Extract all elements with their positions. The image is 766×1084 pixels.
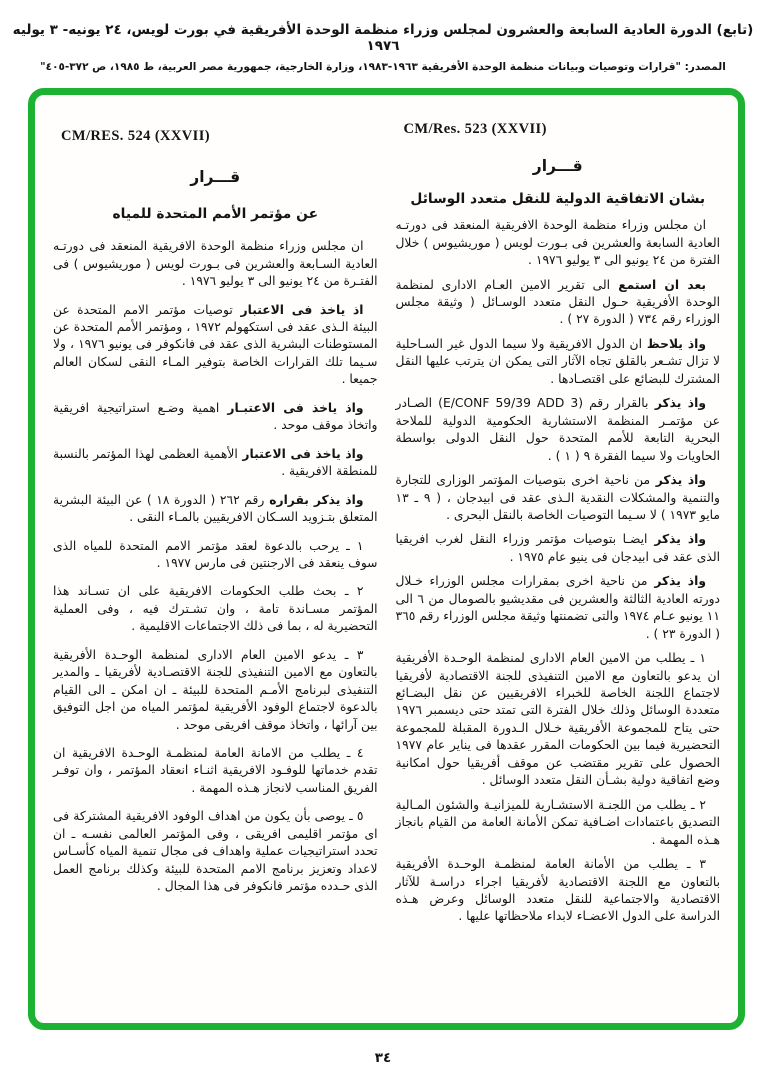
paragraph: ١ ـ يطلب من الامين العام الادارى لمنظمة الوحـدة الأفريقية ان يدعو بالتعاون مع الامين التنفيذى للجنة الاقتصادية لأفريقيا لاجتماع اللجنة الخاصة للخبراء الافريقيين عن نقل البضـائع متعددة الوسائل وذلك خلال الفترة التى تمتد حتى ديسمبر ١٩٧٦ حتى يتاح للمجموعة الأفريقية خـلال الـدورة المقبلة للمجموعة التحضيرية فيما بين الحكومات المقرر عقدها فى يناير عام ١٩٧٧ الحصول على تقرير مقتضب عن موقف أفريقيا حول امكانية وضع اتفاقية دولية بشـأن النقل متعدد الوسائل . [395,651,720,788]
source-citation: المصدر: "قرارات وتوصيات وبيانات منظمة الوحدة الأفريقية ١٩٦٣-١٩٨٣، وزارة الخارجية، جمهورية مصر العربية، ط ١٩٨٥، ص ٣٧٢-٤٠٥" [40,61,726,73]
paragraph: واذ ياخذ فى الاعتبـار اهمية وضـع استراتيجية افريقية واتخاذ موقف موحد . [53,400,378,433]
paragraph: اذ ياخذ فى الاعتبار توصيات مؤتمر الامم المتحدة عن البيئة الـذى عقد فى استكهولم ١٩٧٢ ، ومؤتمر الأمم المتحدة عن المستوطنات البشرية الذى عقد فى فانكوفر فى يونيو ١٩٧٦ ، ولا سـيما تلك القرارات الخاصة بتوفير المـاء النقى لسكان العالم جميعا . [53,302,378,387]
resolution-523-subtitle: بشان الاتفاقية الدولية للنقل متعدد الوسائل [410,190,706,207]
paragraph: ١ ـ يرحب بالدعوة لعقد مؤتمر الامم المتحدة للمياه الذى سوف ينعقد فى الارجنتين فى مارس ١٩٧٧ . [53,538,378,570]
resolution-523-reference: CM/Res. 523 (XXVII) [403,121,547,137]
resolution-524-body [53,238,378,896]
paragraph: واذ يذكر بالقرار رقم (E/CONF 59/39 ADD 3) الصـادر عن مؤتمـر المنظمة الاستشارية الحكومية الدولية للملاحة البحرية التابعة للأمم المتحدة حول النقل الدولى بواسطة الحاويات ولا سيما الفقرة ٩ ( ١ ) . [395,396,720,463]
paragraph: واذ يذكر ايضـا بتوصيات مؤتمر وزراء النقل لغرب افريقيا الذى عقد فى ابيدجان فى ينيو عام ١٩٧٥ . [395,532,720,564]
paragraph: واذ يلاحظ ان الدول الافريقية ولا سيما الدول غير السـاحلية لا تزال تشـعر بالقلق تجاه الآثار التى يمكن ان يترتب عليها النقل المشترك للبضائع على اقتصـادها . [395,336,720,386]
page-header [0,22,766,73]
page-number: ٣٤ [374,1050,392,1066]
paragraph: ٢ ـ يطلب من اللجنـة الاستشـارية للميزانيـة والشئون المـالية التصديق باعتمادات اضـافية تمكن الأمانة العامة من القيام بانجاز هـذه المهمة . [395,797,720,847]
paragraph: ٣ ـ يدعو الامين العام الادارى لمنظمة الوحـدة الأفريقية بالتعاون مع الامين التنفيذى للجنة الاقتصـادية لأفريقيا ـ والمدير التنفيذى لبرنامج الأمـم المتحدة للبيئة ـ ان امكن ـ الى القيام بالدعوة لاجتماع الوفود الأفريقية لمؤتمر المياه من اجل التوفيق بين آرائها ، واتخاذ موقف افريقى موحد . [53,647,378,732]
two-column-layout [35,95,738,934]
resolution-524-column [53,117,378,926]
paragraph: ٣ ـ يطلب من الأمانة العامة لمنظمـة الوحـدة الأفريقية بالتعاون مع اللجنة الاقتصادية لأفريقيا اجراء دراسـة للآثار الاقتصادية والاجتماعية للنقل متعدد الوسائل وعرض هـذه الدراسة على الدول الاعضـاء لابداء ملاحظاتها عليها . [395,857,720,924]
resolution-523-column [396,117,721,926]
resolution-524-subtitle: عن مؤتمر الأمم المتحدة للمياه [112,205,318,222]
paragraph: بعد ان استمع الى تقرير الامين العـام الادارى لمنظمة الوحدة الأفريقية حـول النقل متعدد الوسـائل ( وثيقة مجلس الوزراء رقم ٧٣٤ ( الدورة ٢٧ ) . [395,277,720,327]
resolution-523-body [396,217,721,926]
resolution-523-title: قـــرار [532,156,583,175]
paragraph: ٥ ـ يوصى بأن يكون من اهداف الوفود الافريقية المشتركة فى اى مؤتمر اقليمى افريقى ، وفى المؤتمر العالمى نفسـه ـ ان تحدد استراتيجيات عملية واهداف فى مجال تنمية المياه كأسـاس لاعداد وتعزيز برنامج الامم المتحدة للبيئة وكذلك برنامج العمل الذى حـدده مؤتمر فانكوفر فى هذا المجال . [53,809,378,894]
paragraph: ٤ ـ يطلب من الامانة العامة لمنظمـة الوحـدة الافريقية ان تقدم خدماتها للوفـود الافريقية اثنـاء انعقاد المؤتمر ، وان توفـر الفريق المناسب لانجاز هـذه المهمة . [53,746,378,795]
session-title: (تابع) الدورة العادية السابعة والعشرون لمجلس وزراء منظمة الوحدة الأفريقية في بورت لويس، ٢٤ يونيه- ٣ يوليه ١٩٧٦ [12,22,754,54]
paragraph: ٢ ـ بحث طلب الحكومات الافريقية على ان تسـاند هذا المؤتمر مسـاندة تامة ، وان تشـترك فيه ، وفى العملية التحضيرية له ، بما فى ذلك الاجتماعات الاقليمية . [53,584,378,634]
paragraph: واذ يذكر بقراره رقم ٢٦٢ ( الدورة ١٨ ) عن البيئة البشرية المتعلق بتـزويد السـكان الافريقيين بالمـاء النقى . [53,492,378,525]
paragraph: ان مجلس وزراء منظمة الوحدة الافريقية المنعقد فى دورتـه العادية السـابعة والعشرين فى بـورت لويس ( موريشيوس ) فى الفتـرة من ٢٤ يونيو الى ٣ يوليو ١٩٧٦ . [53,239,378,289]
resolution-524-title: قـــرار [190,167,241,186]
resolution-524-reference: CM/RES. 524 (XXVII) [61,128,210,144]
document-frame [28,88,745,1030]
paragraph: ان مجلس وزراء منظمة الوحدة الافريقية المنعقد فى دورتـه العادية السابعة والعشرين فى بـورت لويس ( موريشيوس ) خلال الفترة من ٢٤ يونيو الى ٣ يوليو ١٩٧٦ . [395,218,720,268]
paragraph: واذ يذكر من ناحية اخرى بتوصيات المؤتمر الوزارى للتجارة والتنمية والمشكلات النقدية الـذى عقد فى ابيدجان ، ( ٩ ـ ١٣ مايو ١٩٧٣ ) لا سـيما التوصيات الخاصة بالنقل البحرى . [395,473,720,522]
paragraph: واذ يذكر من ناحية اخرى بمقرارات مجلس الوزراء خـلال دورته العادية الثالثة والعشرين فى مقديشيو بالصومال من ٦ الى ١١ يونيو عـام ١٩٧٤ والتى تضمنتها وثيقة مجلس الوزراء رقم ٣٦٥ ( الدورة ٢٣ ) . [395,574,720,641]
paragraph: واذ ياخذ فى الاعتبار الأهمية العظمى لهذا المؤتمر بالنسبة للمنطقة الافريقية . [53,446,378,479]
